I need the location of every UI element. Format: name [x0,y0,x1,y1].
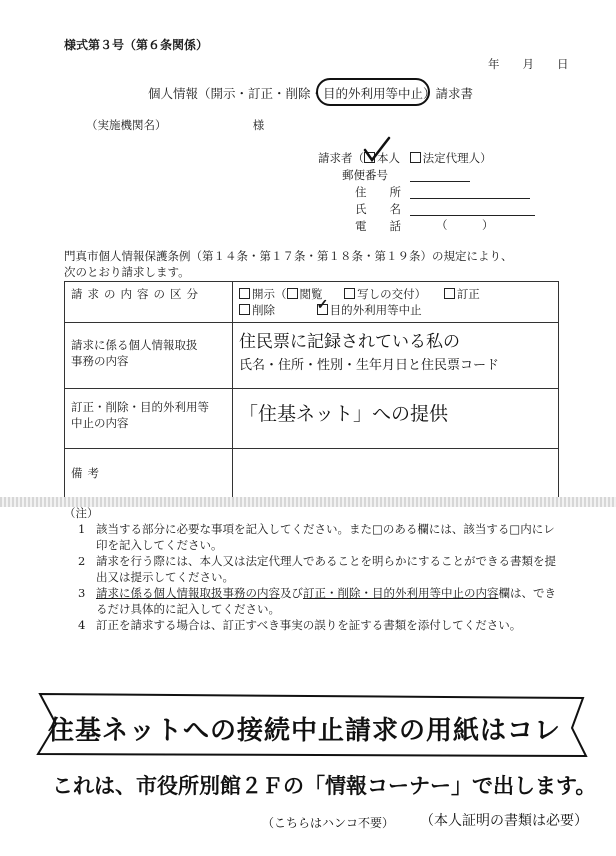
note-text: 請求を行う際には、本人又は法定代理人であることを明らかにすることができる書類を提出又は提示してください。 [96,554,556,584]
remarks-content [233,449,559,499]
affairs-label-line-2: 事務の内容 [71,354,129,368]
phone-parens: （ ） [436,218,494,232]
correction-content: 「住基ネット」への提供 [233,389,559,449]
view-checkbox[interactable] [287,288,298,299]
hand-circle-mark [316,78,430,106]
affairs-label-line-1: 請求に係る個人情報取扱 [71,338,198,352]
postal-line [410,181,470,182]
hand-tick-icon: ✓ [316,297,329,313]
correction-label-line-2: 中止の内容 [71,416,129,430]
hand-check-mark [362,136,392,164]
correct-label: 訂正 [456,287,480,301]
date-field: 年 月 日 [488,57,569,71]
agent-option-label: 法定代理人） [422,151,492,165]
note-text-underlined: 訂正・削除・目的外利用等中止の内容 [303,586,499,600]
disclose-checkbox[interactable] [239,288,250,299]
hand-note-small-left: （こちらはハンコ不要） [262,816,395,830]
affairs-hand-line-2: 氏名・住所・性別・生年月日と住民票コード [239,358,500,373]
note-text-underlined: 請求に係る個人情報取扱事務の内容 [96,586,280,600]
suspend-checkbox[interactable] [316,297,329,315]
copy-checkbox[interactable] [344,288,355,299]
intro-line-1: 門真市個人情報保護条例（第１４条・第１７条・第１８条・第１９条）の規定により、 [64,249,513,263]
agent-checkbox[interactable] [410,152,421,163]
note-item [64,521,559,553]
request-type-options [233,282,559,323]
notes-section [64,505,559,633]
form-number: 様式第３号（第６条関係） [64,38,209,52]
address-label: 住 所 [355,185,401,199]
request-table [64,281,559,499]
form-title: 個人情報（開示・訂正・削除・目的外利用等中止）請求書 [148,86,474,101]
note-item [64,585,559,617]
self-option-label: 本人 [377,151,400,165]
note-number: 2 [78,554,86,568]
view-label: 閲覧 [299,287,323,301]
phone-label: 電 話 [355,219,401,233]
delete-label: 削除 [252,303,275,317]
affairs-label [65,323,233,389]
correction-label-line-1: 訂正・削除・目的外利用等 [71,400,209,414]
intro-line-2: 次のとおり請求します。 [64,265,190,279]
address-line [410,198,530,199]
note-number: 4 [78,618,86,632]
recipient-field: （実施機関名） 様 [86,118,265,132]
note-text: 該当する部分に必要な事項を記入してください。また□のある欄には、該当する□内にレ印を記入してください。 [96,522,555,552]
hand-note-small-right: （本人証明の書類は必要） [420,813,588,829]
affairs-content [233,323,559,389]
notes-header: （注） [64,506,99,520]
note-number: 1 [78,522,86,536]
hand-banner-text: 住基ネットへの接続中止請求の用紙はコレ [48,716,562,746]
name-label: 氏 名 [355,202,401,216]
affairs-hand-line-1: 住民票に記録されている私の [239,332,460,352]
delete-checkbox[interactable] [239,304,250,315]
note-item [64,617,559,633]
disclose-label: 開示（ [252,287,287,301]
note-text: 欄は、できるだけ具体的に記入してください。 [96,586,556,616]
note-number: 3 [78,586,86,600]
note-item [64,553,559,585]
correct-checkbox[interactable] [444,288,455,299]
requester-label: 請求者（ [318,151,364,165]
note-text: 訂正を請求する場合は、訂正すべき事実の誤りを証する書類を添付してください。 [96,618,522,632]
suspend-label: 目的外利用等中止 [329,303,422,317]
hand-note-line-2: これは、市役所別館２Ｆの「情報コーナー」で出します。 [52,774,597,798]
request-type-label: 請求の内容の区分 [65,282,233,323]
name-line [410,215,535,216]
correction-label [65,389,233,449]
remarks-label: 備考 [65,449,233,499]
note-text: 及び [280,586,303,600]
copy-label: 写しの交付） [357,287,427,301]
requester-row [318,150,492,166]
postal-label: 郵便番号 [342,168,388,182]
